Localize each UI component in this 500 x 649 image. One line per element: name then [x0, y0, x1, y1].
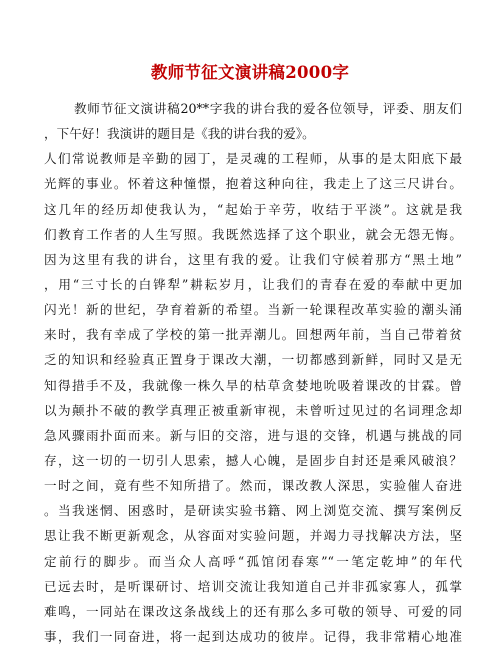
- body-line: 一时之间，竟有些不知所措了。然而，课改教人深思，实验催人奋进: [44, 478, 462, 494]
- body-line: 这几年的经历却使我认为，“起始于辛劳，收结于平淡”。这就是我: [44, 201, 462, 217]
- body-line: 已远去时，是听课研讨、培训交流让我知道自己并非孤家寡人，孤掌: [44, 578, 462, 594]
- body-line: 存，这一切的一切引人思索，撼人心魄，是固步自封还是乘风破浪？: [44, 452, 462, 468]
- body-line: 人们常说教师是辛勤的园丁，是灵魂的工程师，从事的是太阳底下最: [44, 151, 462, 167]
- body-line: 乏的知识和经验真正置身于课改大潮，一切都感到新鲜，同时又是无: [44, 352, 462, 368]
- body-line: 因为这里有我的讲台，这里有我的爱。让我们守候着那方“黑土地”: [44, 251, 462, 267]
- body-line: 以为颠扑不破的教学真理正被重新审视，未曾听过见过的名词理念却: [44, 402, 462, 418]
- document-title: 教师节征文演讲稿2000字: [150, 63, 350, 82]
- body-line: 光辉的事业。怀着这种憧憬，抱着这种向往，我走上了这三尺讲台。: [44, 176, 462, 192]
- body-line: 思让我不断更新观念，从容面对实验问题，并竭力寻找解决方法，坚: [44, 528, 462, 544]
- body-line: 定前行的脚步。而当众人高呼“孤馆闭春寒”“一笔定乾坤”的年代: [44, 553, 462, 569]
- body-line: 事，我们一同奋进，将一起到达成功的彼岸。记得，我非常精心地准: [44, 628, 462, 644]
- body-line: 。当我迷惘、困惑时，是研读实验书籍、网上浏览交流、撰写案例反: [44, 503, 462, 519]
- body-line: 急风骤雨扑面而来。新与旧的交溶，进与退的交锋，机遇与挑战的同: [44, 427, 462, 443]
- body-line: 闪光！新的世纪，孕育着新的希望。当新一轮课程改革实验的潮头涌: [44, 302, 462, 318]
- body-line: ，下午好！我演讲的题目是《我的讲台我的爱》。: [44, 126, 315, 142]
- body-line: 难鸣，一同站在课改这条战线上的还有那么多可敬的领导、可爱的同: [44, 603, 462, 619]
- body-line: 来时，我有幸成了学校的第一批弄潮儿。回想两年前，当自己带着贫: [44, 327, 462, 343]
- body-line: ，用“三寸长的白铧犁”耕耘岁月，让我们的青春在爱的奉献中更加: [44, 276, 462, 292]
- document-body: [44, 96, 462, 649]
- body-line: 知得措手不及，我就像一株久旱的枯草贪婪地吮吸着课改的甘霖。曾: [44, 377, 462, 393]
- body-line: 教师节征文演讲稿20**字我的讲台我的爱各位领导，评委、朋友们: [74, 101, 462, 116]
- body-line: 们教育工作者的人生写照。我既然选择了这个职业，就会无怨无悔。: [44, 226, 462, 242]
